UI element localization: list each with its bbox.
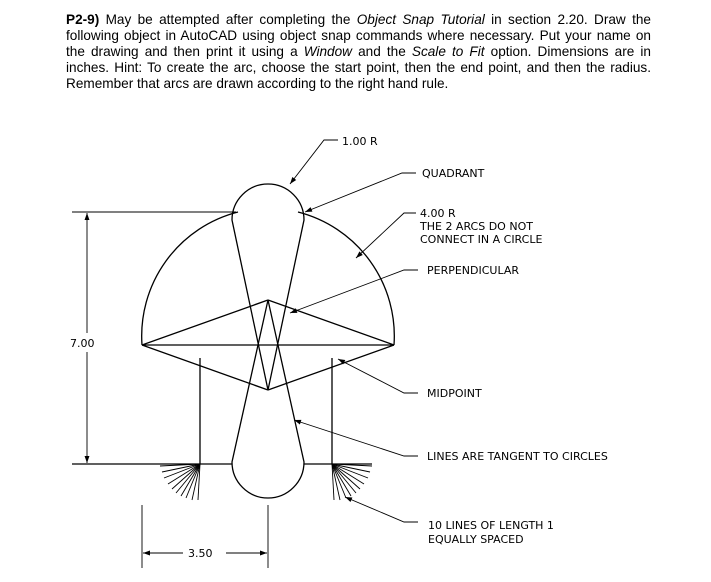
width-dimension-label: 3.50 — [188, 547, 213, 560]
problem-text-2: in section 2.20. Draw the following object in AutoCAD using object snap commands where necessary. Put your name on the drawing and then print it using a — [66, 12, 651, 59]
right-big-arc — [298, 212, 394, 345]
top-teardrop — [232, 184, 304, 390]
lines-note-line1: 10 LINES OF LENGTH 1 — [428, 519, 554, 532]
tangent-label: LINES ARE TANGENT TO CIRCLES — [427, 450, 608, 463]
bottom-teardrop — [232, 300, 304, 498]
arc-note-line1: THE 2 ARCS DO NOT — [420, 220, 533, 233]
diamond-upper-right — [268, 300, 394, 345]
window-term: Window — [303, 44, 352, 59]
lines-leader — [345, 497, 418, 522]
radius-dimension-label: 1.00 R — [342, 135, 378, 148]
radius-leader — [290, 140, 338, 184]
scale-to-fit-term: Scale to Fit — [411, 44, 485, 59]
quadrant-label: QUADRANT — [422, 167, 485, 180]
right-hatch-fan — [332, 464, 372, 500]
midpoint-leader — [338, 359, 418, 393]
lines-note-line2: EQUALLY SPACED — [428, 533, 524, 546]
tutorial-name: Object Snap Tutorial — [356, 12, 485, 27]
arc-radius-label: 4.00 R — [420, 207, 456, 220]
perpendicular-leader — [290, 270, 418, 313]
left-hatch-fan — [160, 464, 200, 500]
height-dimension-label: 7.00 — [70, 337, 95, 350]
problem-text-1: May be attempted after completing the — [99, 12, 357, 27]
problem-number: P2-9) — [66, 12, 100, 27]
tangent-leader — [294, 420, 418, 456]
quadrant-leader — [305, 173, 416, 212]
problem-text-3: and the — [351, 44, 412, 59]
arc-note-line2: CONNECT IN A CIRCLE — [420, 233, 543, 246]
perpendicular-label: PERPENDICULAR — [427, 264, 520, 277]
left-big-arc — [142, 212, 238, 345]
arc-leader — [356, 213, 416, 258]
problem-text-4: option. Dimensions are in inches. Hint: To create the arc, choose the start point, then the end point, and then the radius. Remember that arcs are drawn according to the right hand rule. — [66, 44, 651, 91]
diamond-upper-left — [142, 300, 268, 345]
midpoint-label: MIDPOINT — [427, 387, 482, 400]
